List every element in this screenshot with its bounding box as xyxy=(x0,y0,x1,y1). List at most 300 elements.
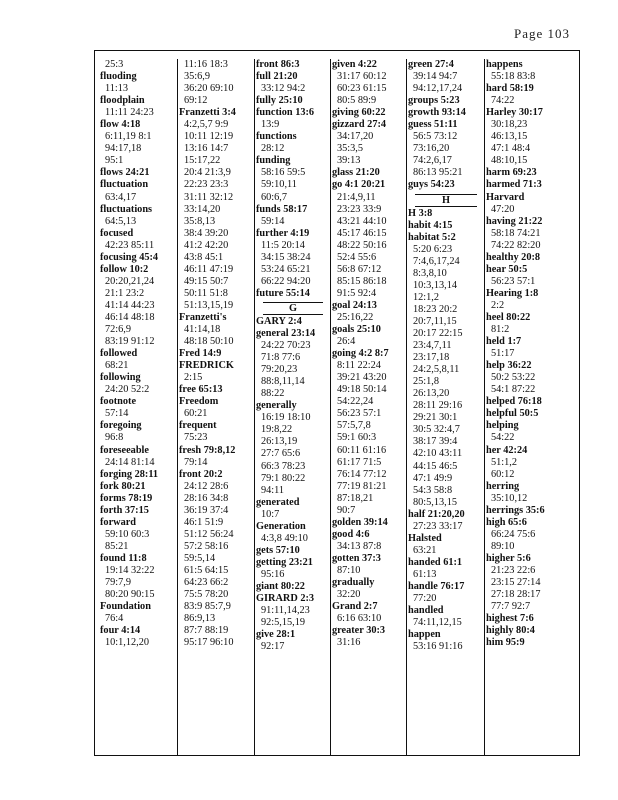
index-entry-refs: 19:14 32:22 xyxy=(105,564,155,576)
index-entry-refs: 80:20 90:15 xyxy=(105,589,155,601)
index-entry-refs: 85:21 xyxy=(105,540,129,552)
index-entry-term: gets 57:10 xyxy=(256,544,300,556)
index-entry-term: flow 4:18 xyxy=(100,119,141,131)
index-entry-term: glass 21:20 xyxy=(332,167,380,179)
index-entry-term: funding xyxy=(256,155,291,167)
index-entry-term: help 36:22 xyxy=(486,360,532,372)
index-entry-refs: 13:9 xyxy=(261,119,280,131)
index-entry-refs: 19:8,22 xyxy=(261,424,293,436)
index-entry-refs: 36:19 37:4 xyxy=(184,504,229,516)
index-entry-term: helping xyxy=(486,420,519,432)
index-entry-refs: 21:1 23:2 xyxy=(105,287,145,299)
index-entry-term: highly 80:4 xyxy=(486,625,535,637)
index-entry-refs: 92:17 xyxy=(261,641,285,653)
index-entry-term: greater 30:3 xyxy=(332,625,386,637)
index-entry-refs: 38:17 39:4 xyxy=(413,436,458,448)
index-entry-term: floodplain xyxy=(100,95,145,107)
index-entry-term: giving 60:22 xyxy=(332,107,386,119)
index-entry-refs: 56:5 73:12 xyxy=(413,131,458,143)
index-entry-term: going 4:2 8:7 xyxy=(332,348,389,360)
index-entry-refs: 91:11,14,23 xyxy=(261,605,310,617)
index-entry-refs: 47:1 49:9 xyxy=(413,472,453,484)
index-entry-refs: 54:3 58:8 xyxy=(413,484,453,496)
index-entry-term: fluoding xyxy=(100,71,137,83)
index-entry-refs: 26:13,20 xyxy=(413,388,450,400)
index-entry-refs: 54:22 xyxy=(491,432,515,444)
index-entry-refs: 66:3 78:23 xyxy=(261,460,306,472)
index-entry-term: Hearing 1:8 xyxy=(486,287,539,299)
index-entry-refs: 60:6,7 xyxy=(261,191,288,203)
index-entry-term: harmed 71:3 xyxy=(486,179,542,191)
index-entry-term: guess 51:11 xyxy=(408,119,458,131)
index-entry-refs: 10:11 12:19 xyxy=(184,131,234,143)
index-entry-term: healthy 20:8 xyxy=(486,251,541,263)
index-entry-refs: 56:23 57:1 xyxy=(337,408,382,420)
index-entry-refs: 95:16 xyxy=(261,568,285,580)
index-entry-term: FREDRICK xyxy=(179,360,234,372)
index-entry-term: gotten 37:3 xyxy=(332,552,381,564)
index-entry-refs: 24:20 52:2 xyxy=(105,384,150,396)
index-entry-refs: 6:11,19 8:1 xyxy=(105,131,152,143)
index-entry-refs: 83:19 91:12 xyxy=(105,336,155,348)
index-entry-refs: 91:5 92:4 xyxy=(337,287,377,299)
index-entry-refs: 69:12 xyxy=(184,95,208,107)
index-entry-term: followed xyxy=(100,348,138,360)
index-entry-term: give 28:1 xyxy=(256,629,296,641)
index-entry-refs: 68:21 xyxy=(105,360,129,372)
index-entry-refs: 30:5 32:4,7 xyxy=(413,424,460,436)
index-entry-term: following xyxy=(100,372,141,384)
index-entry-term: focused xyxy=(100,227,134,239)
index-entry-refs: 44:15 46:5 xyxy=(413,460,458,472)
index-entry-refs: 95:17 96:10 xyxy=(184,637,234,649)
index-entry-refs: 48:10,15 xyxy=(491,155,528,167)
index-column-2 xyxy=(177,59,255,755)
index-entry-refs: 11:11 24:23 xyxy=(105,107,154,119)
index-entry-refs: 77:19 81:21 xyxy=(337,480,387,492)
index-entry-refs: 38:4 39:20 xyxy=(184,227,229,239)
index-entry-refs: 28:16 34:8 xyxy=(184,492,229,504)
index-entry-refs: 39:14 94:7 xyxy=(413,71,458,83)
index-entry-refs: 94:12,17,24 xyxy=(413,83,463,95)
index-entry-refs: 61:5 64:15 xyxy=(184,564,229,576)
index-entry-term: front 20:2 xyxy=(179,468,223,480)
index-entry-refs: 58:16 59:5 xyxy=(261,167,306,179)
index-entry-refs: 20:17 22:15 xyxy=(413,327,463,339)
index-entry-refs: 28:12 xyxy=(261,143,285,155)
index-entry-refs: 94:17,18 xyxy=(105,143,142,155)
index-entry-refs: 28:11 29:16 xyxy=(413,400,463,412)
index-entry-term: gradually xyxy=(332,577,375,589)
index-entry-refs: 36:20 69:10 xyxy=(184,83,234,95)
index-entry-refs: 59:1 60:3 xyxy=(337,432,377,444)
index-entry-refs: 31:16 xyxy=(337,637,361,649)
index-entry-refs: 23:23 33:9 xyxy=(337,203,382,215)
index-entry-refs: 95:1 xyxy=(105,155,124,167)
index-entry-term: goals 25:10 xyxy=(332,324,381,336)
index-entry-refs: 75:23 xyxy=(184,432,208,444)
index-entry-refs: 33:14,20 xyxy=(184,203,221,215)
index-entry-refs: 34:13 87:8 xyxy=(337,540,382,552)
index-entry-refs: 80:5 89:9 xyxy=(337,95,377,107)
index-entry-term: forging 28:11 xyxy=(100,468,159,480)
index-entry-refs: 23:4,7,11 xyxy=(413,340,452,352)
section-letter: G xyxy=(263,302,323,315)
index-entry-term: fluctuations xyxy=(100,203,153,215)
index-entry-refs: 79:1 80:22 xyxy=(261,472,306,484)
index-entry-term: H 3:8 xyxy=(408,207,433,219)
index-entry-term: footnote xyxy=(100,396,137,408)
index-entry-term: found 11:8 xyxy=(100,552,147,564)
index-entry-refs: 61:17 71:5 xyxy=(337,456,382,468)
index-entry-refs: 8:3,8,10 xyxy=(413,267,447,279)
index-entry-refs: 23:15 27:14 xyxy=(491,577,541,589)
index-entry-refs: 88:22 xyxy=(261,388,285,400)
index-entry-refs: 41:14 44:23 xyxy=(105,299,155,311)
index-entry-refs: 30:18,23 xyxy=(491,119,528,131)
index-entry-term: Harley 30:17 xyxy=(486,107,543,119)
index-entry-refs: 80:5,13,15 xyxy=(413,496,458,508)
index-entry-refs: 21:23 22:6 xyxy=(491,564,536,576)
index-entry-term: GARY 2:4 xyxy=(256,315,302,327)
index-entry-term: handed 61:1 xyxy=(408,556,463,568)
index-entry-refs: 66:24 75:6 xyxy=(491,528,536,540)
index-entry-refs: 50:11 51:8 xyxy=(184,287,228,299)
index-entry-refs: 51:13,15,19 xyxy=(184,299,234,311)
index-entry-refs: 10:1,12,20 xyxy=(105,637,150,649)
index-entry-refs: 32:20 xyxy=(337,589,361,601)
index-entry-refs: 12:1,2 xyxy=(413,291,440,303)
index-entry-refs: 18:23 20:2 xyxy=(413,303,458,315)
index-entry-refs: 20:7,11,15 xyxy=(413,315,457,327)
index-entry-refs: 64:23 66:2 xyxy=(184,577,229,589)
index-entry-refs: 27:18 28:17 xyxy=(491,589,541,601)
index-entry-term: hear 50:5 xyxy=(486,263,528,275)
index-entry-term: good 4:6 xyxy=(332,528,370,540)
index-entry-refs: 55:18 83:8 xyxy=(491,71,536,83)
index-entry-term: fully 25:10 xyxy=(256,95,303,107)
index-entry-refs: 87:7 88:19 xyxy=(184,625,229,637)
index-entry-term: fork 80:21 xyxy=(100,480,146,492)
index-entry-refs: 6:16 63:10 xyxy=(337,613,382,625)
index-entry-refs: 56:8 67:12 xyxy=(337,263,382,275)
index-entry-term: Harvard xyxy=(486,191,525,203)
index-entry-refs: 46:1 51:9 xyxy=(184,516,224,528)
index-entry-refs: 66:22 94:20 xyxy=(261,275,311,287)
index-entry-refs: 79:7,9 xyxy=(105,577,132,589)
index-entry-refs: 42:10 43:11 xyxy=(413,448,463,460)
index-entry-term: Grand 2:7 xyxy=(332,601,378,613)
index-entry-term: frequent xyxy=(179,420,217,432)
index-entry-refs: 41:2 42:20 xyxy=(184,239,229,251)
index-entry-refs: 51:1,2 xyxy=(491,456,518,468)
index-entry-refs: 43:8 45:1 xyxy=(184,251,224,263)
index-entry-refs: 7:4,6,17,24 xyxy=(413,255,460,267)
index-entry-refs: 89:10 xyxy=(491,540,515,552)
index-entry-refs: 74:22 82:20 xyxy=(491,239,541,251)
index-entry-refs: 74:22 xyxy=(491,95,515,107)
index-entry-refs: 74:11,12,15 xyxy=(413,617,462,629)
index-entry-term: forth 37:15 xyxy=(100,504,149,516)
index-entry-term: fresh 79:8,12 xyxy=(179,444,236,456)
index-entry-term: her 42:24 xyxy=(486,444,528,456)
index-entry-refs: 81:2 xyxy=(491,324,510,336)
index-column-1 xyxy=(99,59,177,755)
index-entry-refs: 57:5,7,8 xyxy=(337,420,371,432)
index-entry-refs: 77:7 92:7 xyxy=(491,601,531,613)
index-entry-refs: 11:13 xyxy=(105,83,129,95)
index-entry-refs: 35:3,5 xyxy=(337,143,364,155)
index-entry-refs: 16:19 18:10 xyxy=(261,412,311,424)
index-entry-refs: 56:23 57:1 xyxy=(491,275,536,287)
index-entry-term: heel 80:22 xyxy=(486,311,531,323)
index-entry-refs: 8:11 22:24 xyxy=(337,360,381,372)
index-entry-refs: 94:11 xyxy=(261,484,285,496)
index-entry-term: foreseeable xyxy=(100,444,149,456)
index-entry-refs: 49:15 50:7 xyxy=(184,275,229,287)
index-entry-term: fluctuation xyxy=(100,179,149,191)
index-entry-term: having 21:22 xyxy=(486,215,543,227)
index-entry-term: future 55:14 xyxy=(256,287,310,299)
index-column-5 xyxy=(406,59,485,755)
index-entry-refs: 11:5 20:14 xyxy=(261,239,305,251)
index-entry-refs: 34:15 38:24 xyxy=(261,251,311,263)
index-entry-refs: 52:4 55:6 xyxy=(337,251,377,263)
index-entry-refs: 59:10,11 xyxy=(261,179,297,191)
index-entry-refs: 86:13 95:21 xyxy=(413,167,463,179)
index-entry-refs: 73:16,20 xyxy=(413,143,450,155)
index-entry-term: flows 24:21 xyxy=(100,167,150,179)
index-entry-refs: 23:17,18 xyxy=(413,352,450,364)
index-entry-term: harm 69:23 xyxy=(486,167,537,179)
index-entry-refs: 60:23 61:15 xyxy=(337,83,387,95)
index-entry-refs: 53:16 91:16 xyxy=(413,641,463,653)
index-entry-refs: 48:18 50:10 xyxy=(184,336,234,348)
index-entry-refs: 4:2,5,7 9:9 xyxy=(184,119,229,131)
index-entry-term: free 65:13 xyxy=(179,384,223,396)
index-entry-refs: 35:8,13 xyxy=(184,215,216,227)
index-entry-term: Halsted xyxy=(408,532,442,544)
index-entry-term: functions xyxy=(256,131,297,143)
index-entry-refs: 50:2 53:22 xyxy=(491,372,536,384)
index-entry-refs: 79:20,23 xyxy=(261,364,298,376)
index-entry-term: him 95:9 xyxy=(486,637,525,649)
index-entry-refs: 58:18 74:21 xyxy=(491,227,541,239)
index-entry-refs: 88:8,11,14 xyxy=(261,376,305,388)
index-entry-refs: 51:12 56:24 xyxy=(184,528,234,540)
index-entry-refs: 4:3,8 49:10 xyxy=(261,532,308,544)
index-entry-refs: 79:14 xyxy=(184,456,208,468)
index-entry-term: go 4:1 20:21 xyxy=(332,179,386,191)
index-entry-refs: 49:18 50:14 xyxy=(337,384,387,396)
index-entry-refs: 26:13,19 xyxy=(261,436,298,448)
index-entry-refs: 87:18,21 xyxy=(337,492,374,504)
index-entry-refs: 11:16 18:3 xyxy=(184,59,228,70)
index-entry-term: Foundation xyxy=(100,601,151,613)
index-entry-refs: 2:2 xyxy=(491,299,505,311)
index-entry-term: helped 76:18 xyxy=(486,396,542,408)
index-entry-refs: 35:10,12 xyxy=(491,492,528,504)
index-entry-term: further 4:19 xyxy=(256,227,310,239)
index-entry-refs: 76:14 77:12 xyxy=(337,468,387,480)
index-entry-term: guys 54:23 xyxy=(408,179,455,191)
index-entry-refs: 96:8 xyxy=(105,432,124,444)
index-entry-term: handle 76:17 xyxy=(408,580,465,592)
index-entry-term: four 4:14 xyxy=(100,625,141,637)
index-entry-term: higher 5:6 xyxy=(486,552,531,564)
index-entry-refs: 10:3,13,14 xyxy=(413,279,458,291)
index-entry-refs: 72:6,9 xyxy=(105,324,132,336)
index-entry-refs: 5:20 6:23 xyxy=(413,243,453,255)
index-entry-refs: 60:21 xyxy=(184,408,208,420)
index-entry-refs: 48:22 50:16 xyxy=(337,239,387,251)
index-entry-term: GIRARD 2:3 xyxy=(256,593,315,605)
index-entry-refs: 60:12 xyxy=(491,468,515,480)
index-entry-term: Fred 14:9 xyxy=(179,348,222,360)
index-entry-refs: 25:16,22 xyxy=(337,311,374,323)
index-entry-refs: 59:5,14 xyxy=(184,552,216,564)
index-entry-term: Franzetti's xyxy=(179,311,227,323)
index-entry-term: generally xyxy=(256,400,297,412)
index-entry-term: foregoing xyxy=(100,420,142,432)
index-entry-refs: 24:12 28:6 xyxy=(184,480,229,492)
index-entry-term: golden 39:14 xyxy=(332,516,388,528)
index-entry-term: held 1:7 xyxy=(486,336,522,348)
index-entry-refs: 76:4 xyxy=(105,613,124,625)
index-entry-refs: 60:11 61:16 xyxy=(337,444,387,456)
index-entry-term: gizzard 27:4 xyxy=(332,119,387,131)
index-entry-refs: 53:24 65:21 xyxy=(261,263,311,275)
index-entry-refs: 21:4,9,11 xyxy=(337,191,376,203)
index-entry-term: given 4:22 xyxy=(332,59,377,70)
index-entry-term: groups 5:23 xyxy=(408,95,460,107)
index-entry-term: function 13:6 xyxy=(256,107,315,119)
index-entry-refs: 25:1,8 xyxy=(413,376,440,388)
index-entry-refs: 54:1 87:22 xyxy=(491,384,536,396)
index-entry-refs: 59:10 60:3 xyxy=(105,528,150,540)
index-entry-refs: 26:4 xyxy=(337,336,356,348)
index-entry-refs: 87:10 xyxy=(337,564,361,576)
index-entry-refs: 33:12 94:2 xyxy=(261,83,306,95)
index-entry-term: Franzetti 3:4 xyxy=(179,107,236,119)
index-column-4 xyxy=(330,59,407,755)
index-entry-term: hard 58:19 xyxy=(486,83,534,95)
page-number: Page 103 xyxy=(513,26,570,41)
index-entry-refs: 39:21 43:20 xyxy=(337,372,387,384)
index-entry-refs: 71:8 77:6 xyxy=(261,352,301,364)
index-entry-refs: 83:9 85:7,9 xyxy=(184,601,231,613)
index-entry-refs: 31:17 60:12 xyxy=(337,71,387,83)
index-entry-refs: 47:1 48:4 xyxy=(491,143,531,155)
index-entry-refs: 24:22 70:23 xyxy=(261,340,311,352)
index-entry-term: handled xyxy=(408,605,444,617)
index-entry-term: green 27:4 xyxy=(408,59,454,70)
index-entry-term: front 86:3 xyxy=(256,59,300,70)
index-entry-term: highest 7:6 xyxy=(486,613,534,625)
index-entry-refs: 10:7 xyxy=(261,508,280,520)
index-entry-refs: 51:17 xyxy=(491,348,515,360)
index-entry-refs: 75:5 78:20 xyxy=(184,589,229,601)
word-index-frame xyxy=(94,50,580,756)
index-entry-term: follow 10:2 xyxy=(100,263,149,275)
index-column-3 xyxy=(254,59,331,755)
index-entry-term: growth 93:14 xyxy=(408,107,466,119)
index-entry-refs: 27:23 33:17 xyxy=(413,520,463,532)
index-entry-refs: 57:2 58:16 xyxy=(184,540,229,552)
index-entry-refs: 43:21 44:10 xyxy=(337,215,387,227)
index-entry-term: generated xyxy=(256,496,300,508)
index-entry-term: focusing 45:4 xyxy=(100,251,159,263)
index-entry-term: getting 23:21 xyxy=(256,556,313,568)
index-entry-term: forward xyxy=(100,516,137,528)
index-entry-term: giant 80:22 xyxy=(256,580,305,592)
index-entry-refs: 63:4,17 xyxy=(105,191,137,203)
index-entry-term: high 65:6 xyxy=(486,516,527,528)
index-entry-refs: 27:7 65:6 xyxy=(261,448,301,460)
index-entry-term: funds 58:17 xyxy=(256,203,308,215)
index-entry-refs: 57:14 xyxy=(105,408,129,420)
index-entry-term: habit 4:15 xyxy=(408,219,453,231)
index-entry-term: herrings 35:6 xyxy=(486,504,545,516)
index-entry-refs: 46:11 47:19 xyxy=(184,263,234,275)
index-entry-term: Generation xyxy=(256,520,306,532)
index-entry-term: Freedom xyxy=(179,396,219,408)
index-entry-term: happens xyxy=(486,59,523,70)
index-entry-refs: 46:13,15 xyxy=(491,131,528,143)
index-entry-term: half 21:20,20 xyxy=(408,508,465,520)
index-entry-refs: 29:21 30:1 xyxy=(413,412,458,424)
index-entry-term: full 21:20 xyxy=(256,71,298,83)
index-entry-refs: 85:15 86:18 xyxy=(337,275,387,287)
index-entry-refs: 77:20 xyxy=(413,593,437,605)
index-entry-refs: 39:13 xyxy=(337,155,361,167)
index-entry-term: goal 24:13 xyxy=(332,299,377,311)
index-entry-refs: 86:9,13 xyxy=(184,613,216,625)
index-entry-term: happen xyxy=(408,629,441,641)
index-entry-refs: 46:14 48:18 xyxy=(105,311,155,323)
index-entry-refs: 42:23 85:11 xyxy=(105,239,155,251)
index-entry-refs: 54:22,24 xyxy=(337,396,374,408)
index-entry-refs: 64:5,13 xyxy=(105,215,137,227)
index-entry-refs: 24:2,5,8,11 xyxy=(413,364,460,376)
index-entry-term: habitat 5:2 xyxy=(408,231,456,243)
index-entry-refs: 41:14,18 xyxy=(184,324,221,336)
index-entry-refs: 15:17,22 xyxy=(184,155,221,167)
index-entry-term: forms 78:19 xyxy=(100,492,153,504)
index-entry-refs: 24:14 81:14 xyxy=(105,456,155,468)
index-entry-refs: 61:13 xyxy=(413,568,437,580)
index-entry-refs: 63:21 xyxy=(413,544,437,556)
index-column-6 xyxy=(484,59,580,755)
index-entry-refs: 74:2,6,17 xyxy=(413,155,452,167)
index-entry-refs: 22:23 23:3 xyxy=(184,179,229,191)
index-entry-refs: 35:6,9 xyxy=(184,71,211,83)
index-entry-refs: 45:17 46:15 xyxy=(337,227,387,239)
index-entry-refs: 47:20 xyxy=(491,203,515,215)
index-entry-refs: 20:4 21:3,9 xyxy=(184,167,231,179)
index-entry-refs: 25:3 xyxy=(105,59,124,70)
index-entry-refs: 90:7 xyxy=(337,504,356,516)
index-entry-term: herring xyxy=(486,480,520,492)
index-entry-refs: 31:11 32:12 xyxy=(184,191,234,203)
section-letter: H xyxy=(415,194,477,207)
index-entry-refs: 34:17,20 xyxy=(337,131,374,143)
index-entry-refs: 92:5,15,19 xyxy=(261,617,306,629)
index-entry-term: general 23:14 xyxy=(256,327,316,339)
index-entry-refs: 13:16 14:7 xyxy=(184,143,229,155)
index-entry-refs: 20:20,21,24 xyxy=(105,275,155,287)
index-entry-refs: 2:15 xyxy=(184,372,203,384)
